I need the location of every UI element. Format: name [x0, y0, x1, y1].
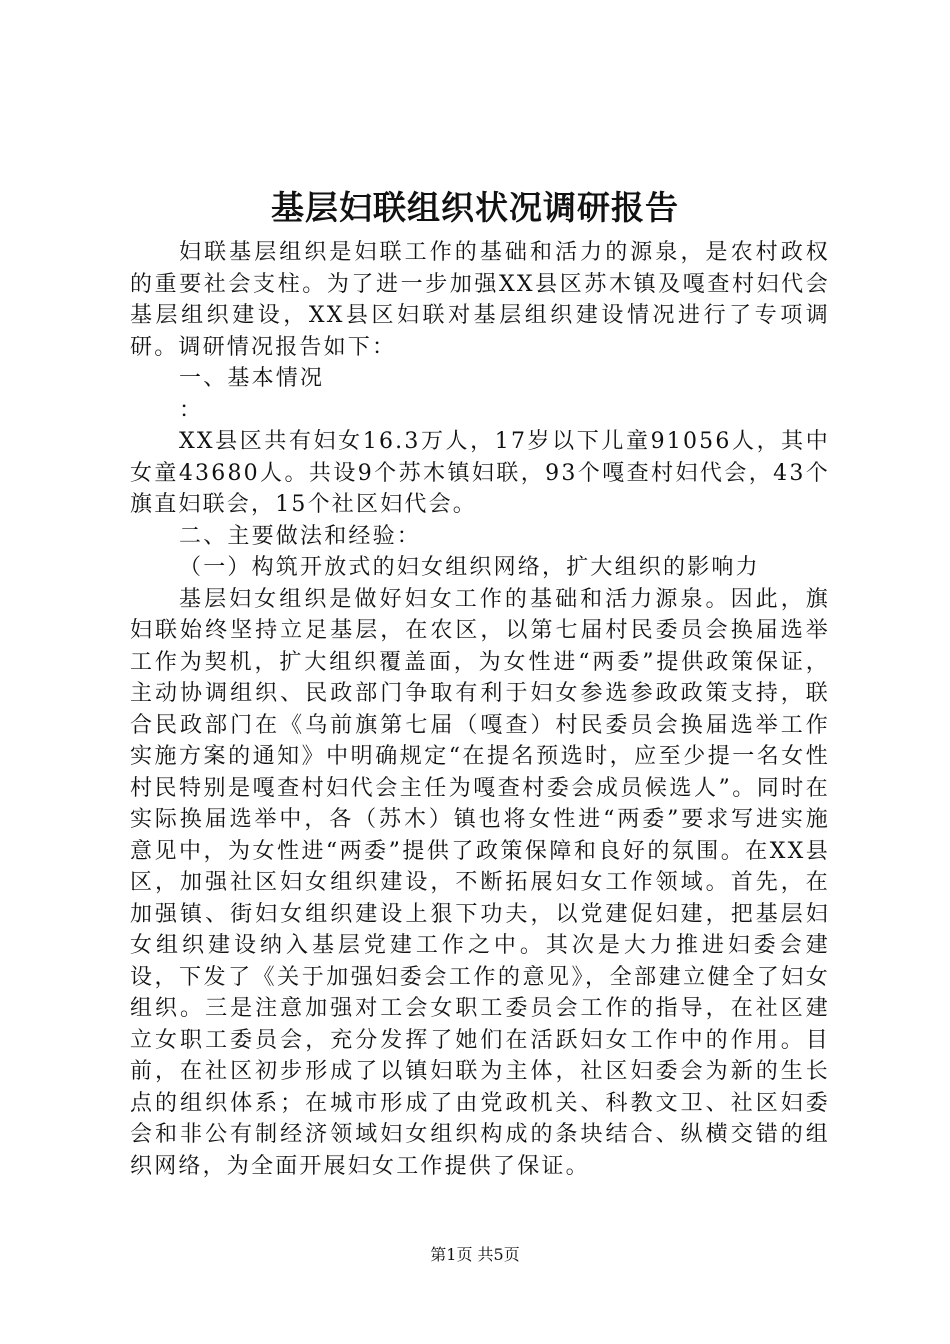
statistics-paragraph: XX县区共有妇女16.3万人，17岁以下儿童91056人，其中女童43680人。共设9个苏木镇妇联，93个嘎查村妇代会，43个旗直妇联会，15个社区妇代会。 [130, 429, 830, 517]
section-heading-basic-situation: 一、基本情况 [179, 366, 325, 391]
stray-colon-line: ： [179, 397, 204, 423]
document-title: 基层妇联组织状况调研报告 [271, 188, 679, 227]
section-heading-practices: 二、主要做法和经验： [179, 523, 422, 549]
subsection-heading-network: （一）构筑开放式的妇女组织网络，扩大组织的影响力 [179, 555, 760, 580]
document-body [130, 237, 830, 1182]
body-paragraph-network: 基层妇女组织是做好妇女工作的基础和活力源泉。因此，旗妇联始终坚持立足基层，在农区，以第七届村民委员会换届选举工作为契机，扩大组织覆盖面，为女性进“两委”提供政策保证，主动协调组织、民政部门争取有利于妇女参选参政政策支持，联合民政部门在《乌前旗第七届（嘎查）村民委员会换届选举工作实施方案的通知》中明确规定“在提名预选时，应至少提一名女性村民特别是嘎查村妇代会主任为嘎查村委会成员候选人”。同时在实际换届选举中，各（苏木）镇也将女性进“两委”要求写进实施意见中，为女性进“两委”提供了政策保障和良好的氛围。在XX县区，加强社区妇女组织建设，不断拓展妇女工作领域。首先，在加强镇、街妇女组织建设上狠下功夫，以党建促妇建，把基层妇女组织建设纳入基层党建工作之中。其次是大力推进妇委会建设，下发了《关于加强妇委会工作的意见》，全部建立健全了妇女组织。三是注意加强对工会女职工委员会工作的指导，在社区建立女职工委员会，充分发挥了她们在活跃妇女工作中的作用。目前，在社区初步形成了以镇妇联为主体，社区妇委会为新的生长点的组织体系；在城市形成了由党政机关、科教文卫、社区妇委会和非公有制经济领域妇女组织构成的条块结合、纵横交错的组织网络，为全面开展妇女工作提供了保证。 [130, 586, 830, 1179]
page-footer: 第1页 共5页 [430, 1245, 520, 1264]
intro-paragraph: 妇联基层组织是妇联工作的基础和活力的源泉，是农村政权的重要社会支柱。为了进一步加强XX县区苏木镇及嘎查村妇代会基层组织建设，XX县区妇联对基层组织建设情况进行了专项调研。调研情况报告如下： [130, 240, 830, 360]
